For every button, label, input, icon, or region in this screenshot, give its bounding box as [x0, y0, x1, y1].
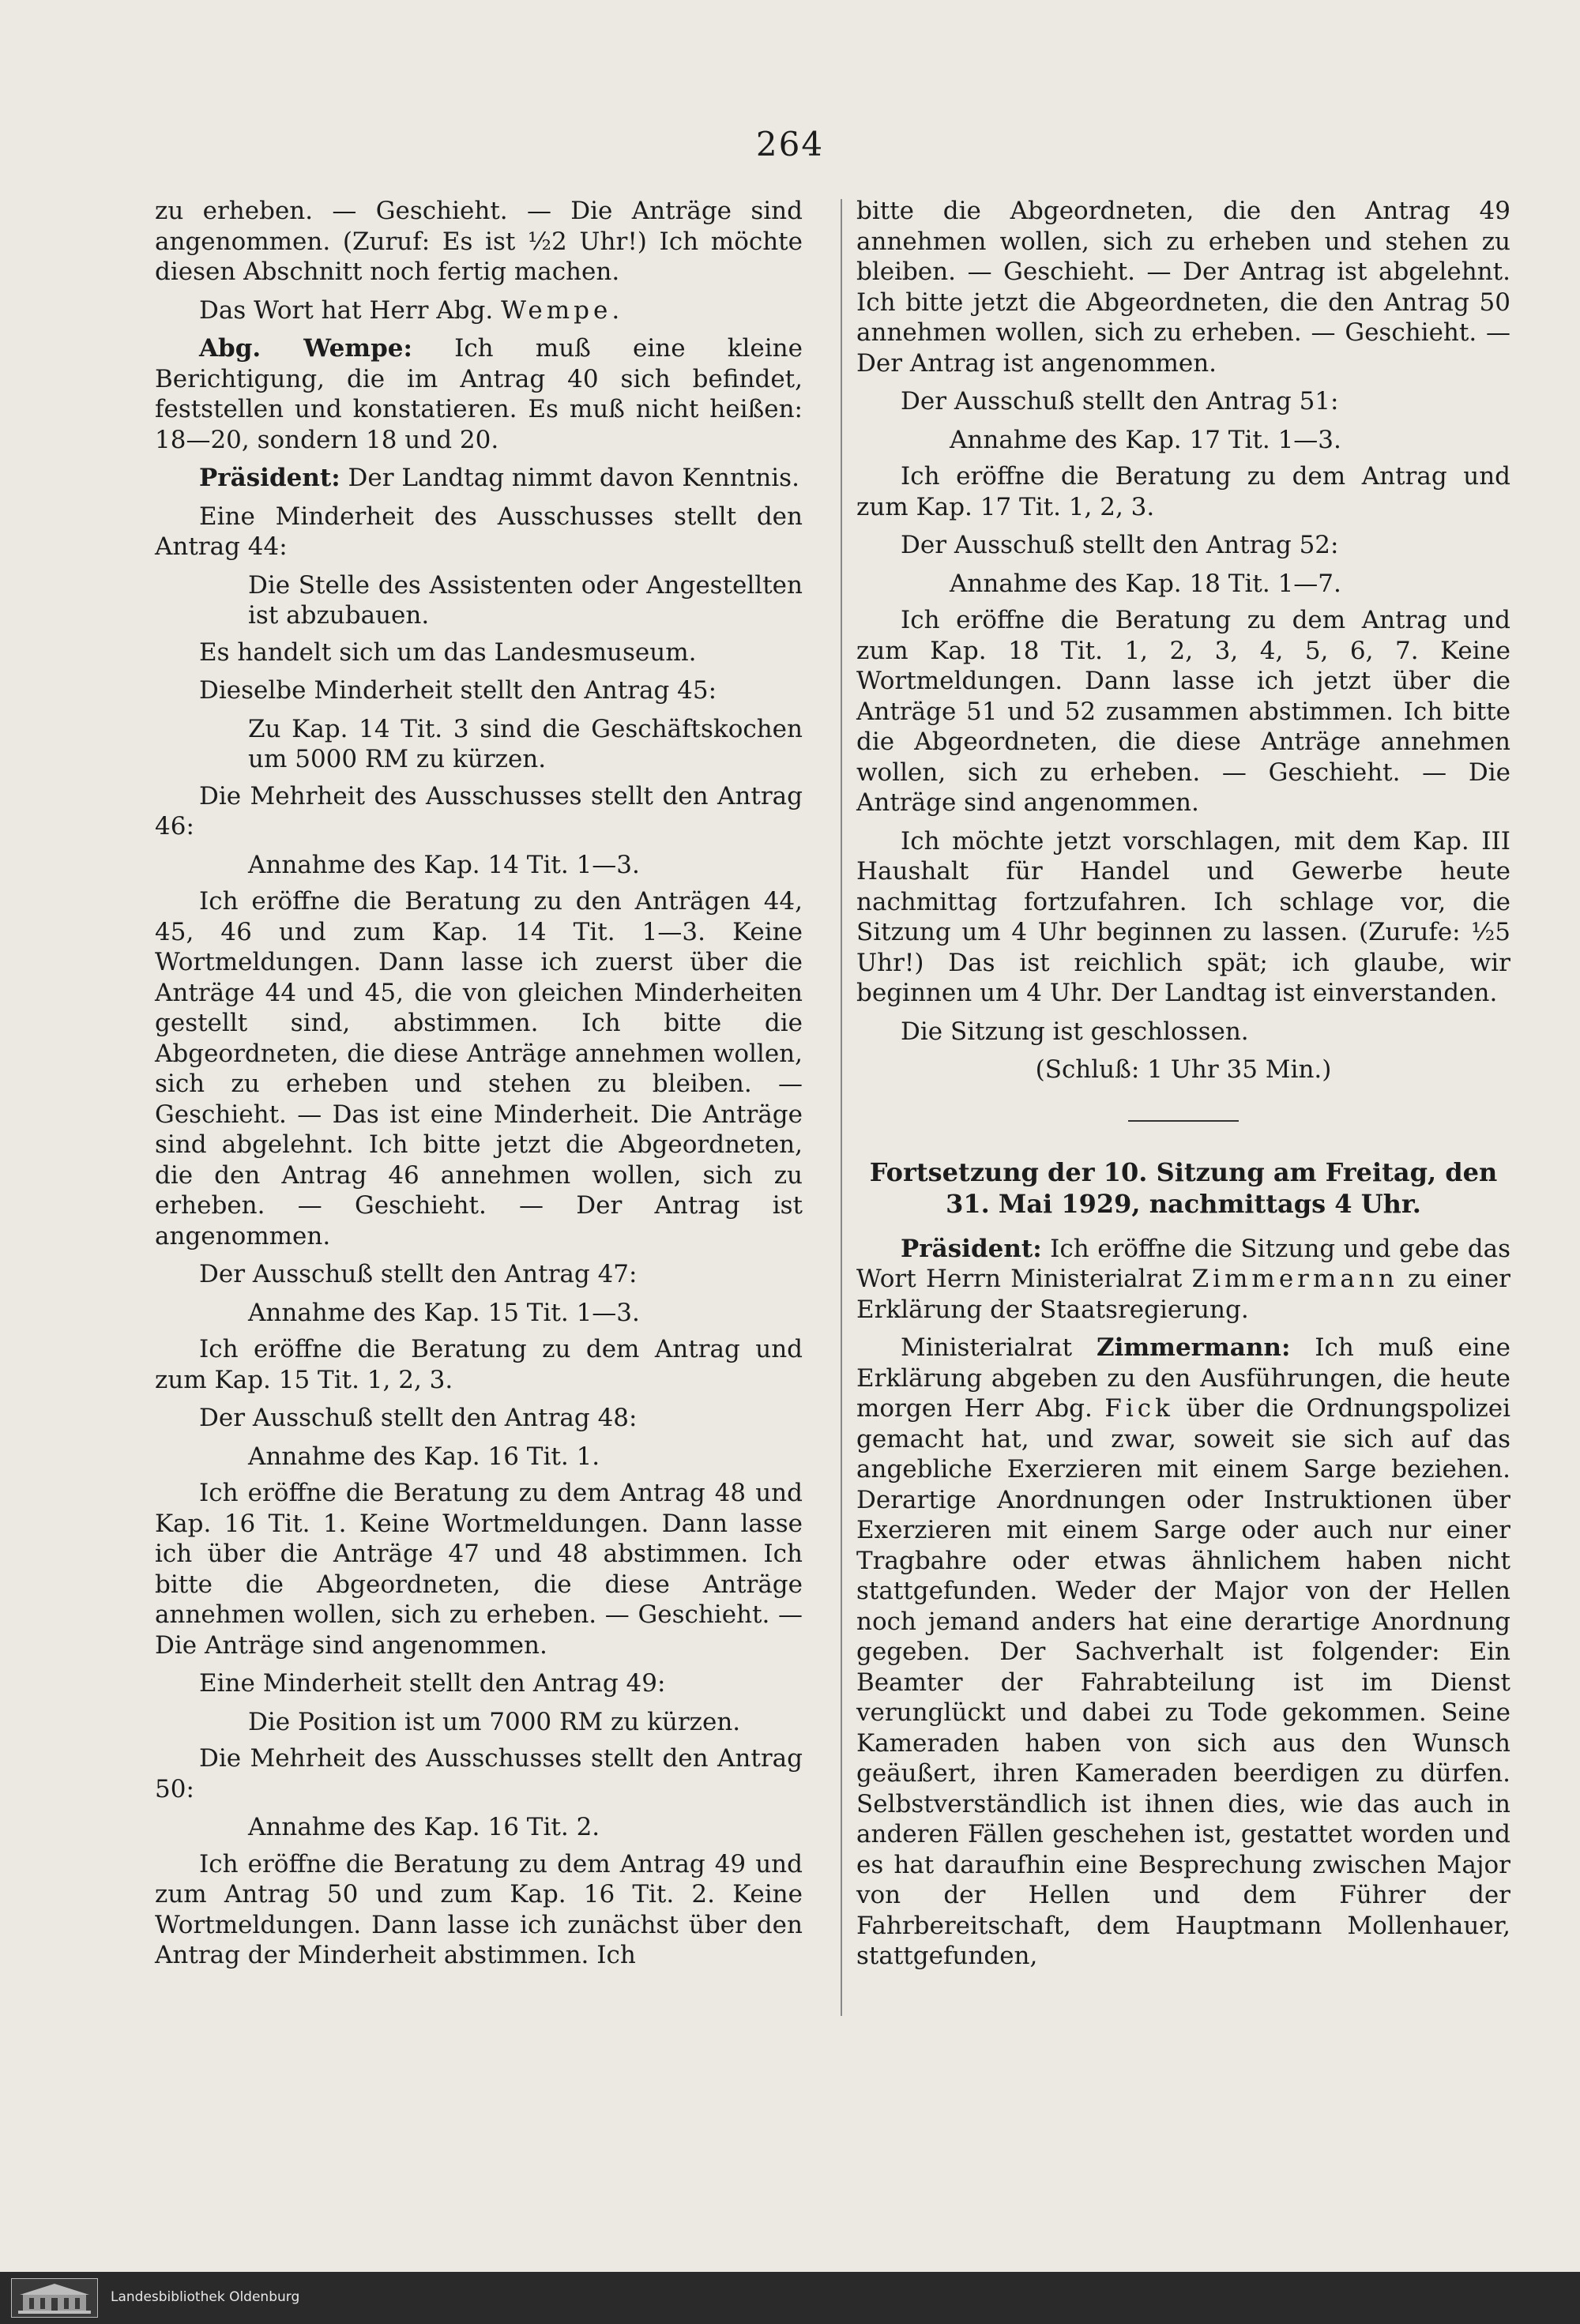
column-divider	[841, 199, 842, 2016]
paragraph-text: Die Stelle des Assistenten oder Angestellten ist abzubauen.	[248, 570, 803, 630]
paragraph-text: zu erheben. — Geschieht. — Die Anträge sind angenommen. (Zuruf: Es ist ½2 Uhr!) Ich möchte diesen Abschnitt noch fertig machen.	[155, 197, 803, 286]
paragraph	[155, 781, 803, 842]
right-column-session-end	[856, 196, 1510, 1085]
paragraph-text: zu einer Erklärung der Staatsregierung.	[856, 1265, 1510, 1324]
paragraph-text: Die Mehrheit des Ausschusses stellt den Antrag 46:	[155, 781, 803, 840]
paragraph-text: Ministerialrat	[901, 1333, 1097, 1362]
paragraph-text: Annahme des Kap. 16 Tit. 2.	[248, 1813, 600, 1841]
paragraph	[155, 1478, 803, 1660]
paragraph	[856, 1333, 1510, 1972]
spaced-name: Fick	[1104, 1394, 1174, 1423]
paragraph-text: Der Ausschuß stellt den Antrag 52:	[901, 531, 1339, 559]
paragraph-text: Der Landtag nimmt davon Kenntnis.	[340, 464, 799, 492]
paragraph	[155, 463, 803, 494]
paragraph-text: Zu Kap. 14 Tit. 3 sind die Geschäftskochen um 5000 RM zu kürzen.	[248, 714, 803, 773]
paragraph-text: Die Position ist um 7000 RM zu kürzen.	[248, 1707, 741, 1736]
paragraph	[155, 295, 803, 326]
paragraph	[155, 1668, 803, 1699]
paragraph-text: Ich muß eine kleine Berichtigung, die im Antrag 40 sich befindet, feststellen und konstatieren. Es muß nicht heißen: 18—20, sondern 18 und 20.	[155, 334, 803, 454]
speaker-label: Abg. Wempe:	[199, 334, 412, 363]
paragraph	[856, 569, 1510, 600]
paragraph-text: Es handelt sich um das Landesmuseum.	[199, 637, 697, 667]
paragraph-text: .	[611, 295, 620, 325]
paragraph-text: Ich eröffne die Beratung zu dem Antrag und zum Kap. 18 Tit. 1, 2, 3, 4, 5, 6, 7. Keine Wortmeldungen. Dann lasse ich jetzt über die Anträge 51 und 52 zusammen abstimmen. Ich bitte die Abgeordneten, die diese Anträge annehmen wollen, sich zu erheben. — Geschieht. — Die Anträge sind angenommen.	[856, 606, 1510, 817]
paragraph	[856, 425, 1510, 456]
page-number: 264	[755, 125, 825, 164]
paragraph-text: über die Ordnungspolizei gemacht hat, und zwar, soweit sie sich auf das angebliche Exerzieren mit einem Sarge beziehen. Derartige Anordnungen oder Instruktionen über Exerzieren mit einem Sarge oder auch nur einer Tragbahre oder etwas ähnlichem haben nicht stattgefunden. Weder der Major von der Hellen noch jemand anders hat eine derartige Anordnung gegeben. Der Sachverhalt ist folgender: Ein Beamter der Fahrabteilung ist im Dienst verunglückt und dabei zu Tode gekommen. Seine Kameraden haben von sich aus den Wunsch geäußert, ihren Kameraden beerdigen zu dürfen. Selbstverständlich ist ihnen dies, wie das auch in anderen Fällen geschehen ist, gestattet worden und es hat daraufhin eine Besprechung zwischen Major von der Hellen und dem Führer der Fahrbereitschaft, dem Hauptmann Mollenhauer, stattgefunden,	[856, 1394, 1511, 1970]
paragraph-text: Ich eröffne die Beratung zu dem Antrag und zum Kap. 15 Tit. 1, 2, 3.	[155, 1335, 803, 1394]
paragraph	[155, 1707, 803, 1738]
library-building-icon	[11, 2278, 98, 2318]
paragraph	[155, 886, 803, 1251]
paragraph-text: Ich muß eine Erklärung abgeben zu den Ausführungen, die heute morgen Herr Abg.	[856, 1333, 1510, 1423]
paragraph	[856, 530, 1510, 561]
paragraph	[155, 1812, 803, 1843]
paragraph	[155, 1298, 803, 1329]
section-rule	[1128, 1120, 1239, 1122]
paragraph	[856, 605, 1510, 818]
paragraph-text: Ich eröffne die Beratung zu dem Antrag und zum Kap. 17 Tit. 1, 2, 3.	[856, 462, 1510, 521]
paragraph	[856, 1055, 1510, 1085]
speaker-label: Zimmermann:	[1096, 1333, 1291, 1362]
paragraph	[155, 502, 803, 562]
paragraph	[155, 714, 803, 775]
speaker-label: Präsident:	[199, 464, 340, 492]
paragraph-text: Ich eröffne die Beratung zu dem Antrag 48 und Kap. 16 Tit. 1. Keine Wortmeldungen. Dann lasse ich über die Anträge 47 und 48 abstimmen. Ich bitte die Abgeordneten, die diese Anträge annehmen wollen, sich zu erheben. — Geschieht. — Die Anträge sind angenommen.	[155, 1479, 803, 1660]
paragraph	[856, 1017, 1510, 1047]
paragraph	[155, 570, 803, 631]
paragraph	[155, 850, 803, 881]
paragraph	[155, 1849, 803, 1971]
paragraph-text: bitte die Abgeordneten, die den Antrag 49 annehmen wollen, sich zu erheben und stehen zu bleiben. — Geschieht. — Der Antrag ist abgelehnt. Ich bitte jetzt die Abgeordneten, die den Antrag 50 annehmen wollen, sich zu erheben. — Geschieht. — Der Antrag ist angenommen.	[856, 197, 1510, 378]
paragraph-text: Ich möchte jetzt vorschlagen, mit dem Kap. III Haushalt für Handel und Gewerbe heute nachmittag fortzufahren. Ich schlage vor, die Sitzung um 4 Uhr beginnen zu lassen. (Zurufe: ½5 Uhr!) Das ist reichlich spät; ich glaube, wir beginnen um 4 Uhr. Der Landtag ist einverstanden.	[856, 826, 1510, 1007]
paragraph-text: Eine Minderheit des Ausschusses stellt den Antrag 44:	[155, 502, 803, 561]
paragraph-text: Annahme des Kap. 17 Tit. 1—3.	[950, 425, 1341, 454]
paragraph-text: Der Ausschuß stellt den Antrag 51:	[901, 387, 1339, 416]
paragraph-text: Annahme des Kap. 16 Tit. 1.	[248, 1442, 600, 1471]
paragraph	[856, 1234, 1510, 1326]
paragraph	[856, 461, 1510, 522]
library-footer	[0, 2272, 1580, 2324]
paragraph-text: Ich eröffne die Beratung zu den Anträgen 44, 45, 46 und zum Kap. 14 Tit. 1—3. Keine Wortmeldungen. Dann lasse ich zuerst über die Anträge 44 und 45, die von gleichen Minderheiten gestellt sind, abstimmen. Ich bitte die Abgeordneten, die diese Anträge annehmen wollen, sich zu erheben und stehen zu bleiben. — Geschieht. — Das ist eine Minderheit. Die Anträge sind abgelehnt. Ich bitte jetzt die Abgeordneten, die den Antrag 46 annehmen wollen, sich zu erheben. — Geschieht. — Der Antrag ist angenommen.	[155, 887, 803, 1250]
paragraph-text: Die Mehrheit des Ausschusses stellt den Antrag 50:	[155, 1744, 803, 1803]
paragraph	[155, 333, 803, 455]
paragraph-text: Annahme des Kap. 15 Tit. 1—3.	[248, 1298, 640, 1327]
speaker-label: Präsident:	[901, 1234, 1042, 1263]
left-column	[155, 196, 803, 1979]
paragraph	[856, 826, 1510, 1009]
paragraph-text: Eine Minderheit stellt den Antrag 49:	[199, 1669, 666, 1698]
paragraph-text: Ich eröffne die Beratung zu dem Antrag 49 und zum Antrag 50 und zum Kap. 16 Tit. 2. Keine Wortmeldungen. Dann lasse ich zunächst über den Antrag der Minderheit abstimmen. Ich	[155, 1849, 803, 1969]
right-column	[856, 196, 1510, 1980]
paragraph	[856, 386, 1510, 417]
paragraph	[155, 1743, 803, 1804]
paragraph-text: (Schluß: 1 Uhr 35 Min.)	[1035, 1055, 1332, 1084]
spaced-name: Wempe	[501, 295, 612, 325]
paragraph-text: Der Ausschuß stellt den Antrag 47:	[199, 1260, 638, 1288]
paragraph	[155, 196, 803, 288]
paragraph-text: Annahme des Kap. 18 Tit. 1—7.	[950, 569, 1341, 598]
right-column-continuation	[856, 1234, 1510, 1972]
paragraph-text: Ich eröffne die Sitzung und gebe das Wort Herrn Ministerialrat	[856, 1234, 1510, 1293]
paragraph-text: Das Wort hat Herr Abg.	[199, 295, 502, 325]
spaced-name: Zimmermann	[1191, 1265, 1398, 1293]
paragraph-text: Dieselbe Minderheit stellt den Antrag 45:	[199, 676, 717, 705]
continuation-heading: Fortsetzung der 10. Sitzung am Freitag, den 31. Mai 1929, nachmittags 4 Uhr.	[869, 1156, 1498, 1219]
paragraph	[155, 1334, 803, 1395]
paragraph	[155, 1403, 803, 1434]
paragraph	[155, 1442, 803, 1472]
library-name: Landesbibliothek Oldenburg	[111, 2289, 300, 2305]
paragraph	[155, 1259, 803, 1290]
paragraph-text: Die Sitzung ist geschlossen.	[901, 1017, 1249, 1046]
paragraph-text: Annahme des Kap. 14 Tit. 1—3.	[248, 850, 640, 879]
paragraph	[155, 675, 803, 706]
paragraph	[856, 196, 1510, 378]
paragraph	[155, 637, 803, 668]
paragraph-text: Der Ausschuß stellt den Antrag 48:	[199, 1404, 638, 1432]
